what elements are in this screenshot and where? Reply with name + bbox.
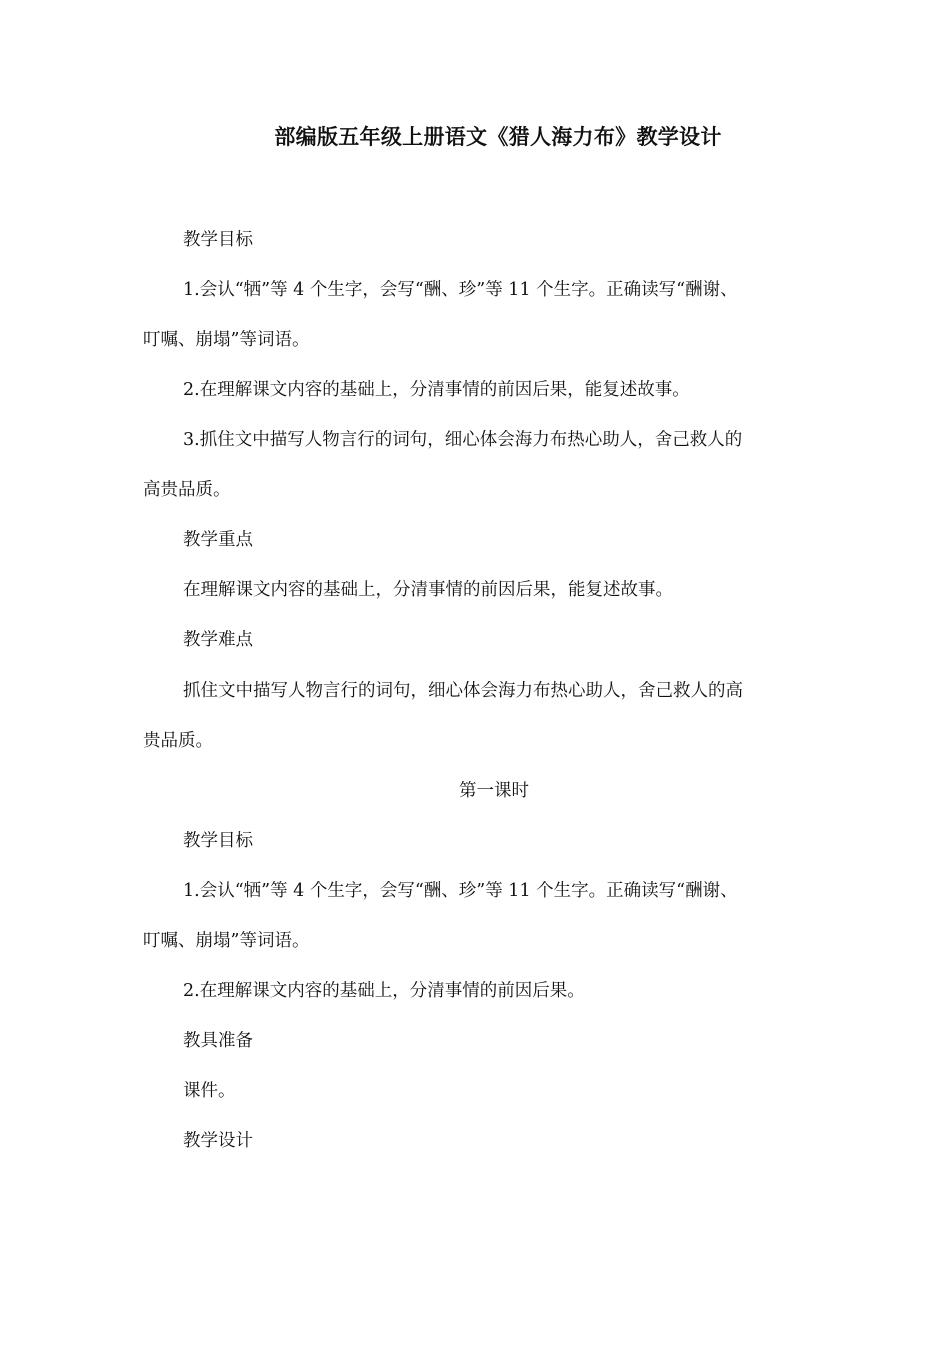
materials-text: 课件。 [183,1081,236,1101]
goal-1-line-2: 叮嘱、崩塌”等词语。 [143,330,310,350]
document-title: 部编版五年级上册语文《猎人海力布》教学设计 [274,125,722,149]
heading-difficulties: 教学难点 [183,630,253,650]
difficulty-line-1: 抓住文中描写人物言行的词句，细心体会海力布热心助人，舍己救人的高 [183,681,743,701]
key-point-text: 在理解课文内容的基础上，分清事情的前因后果，能复述故事。 [183,580,673,600]
heading-teaching-design: 教学设计 [183,1131,253,1151]
heading-key-points: 教学重点 [183,530,253,550]
goal-3-line-2: 高贵品质。 [143,480,231,500]
lesson-goal-1-line-2: 叮嘱、崩塌”等词语。 [143,931,310,951]
heading-teaching-goals: 教学目标 [183,230,253,250]
goal-1-line-1: 1.会认“牺”等 4 个生字，会写“酬、珍”等 11 个生字。正确读写“酬谢、 [183,280,738,300]
heading-lesson-goals: 教学目标 [183,831,253,851]
goal-2: 2.在理解课文内容的基础上，分清事情的前因后果，能复述故事。 [183,380,690,400]
heading-materials: 教具准备 [183,1031,253,1051]
lesson-one-heading: 第一课时 [459,781,529,801]
lesson-goal-1-line-1: 1.会认“牺”等 4 个生字，会写“酬、珍”等 11 个生字。正确读写“酬谢、 [183,881,738,901]
lesson-goal-2: 2.在理解课文内容的基础上，分清事情的前因后果。 [183,981,585,1001]
difficulty-line-2: 贵品质。 [143,731,213,751]
goal-3-line-1: 3.抓住文中描写人物言行的词句，细心体会海力布热心助人，舍己救人的 [183,430,743,450]
